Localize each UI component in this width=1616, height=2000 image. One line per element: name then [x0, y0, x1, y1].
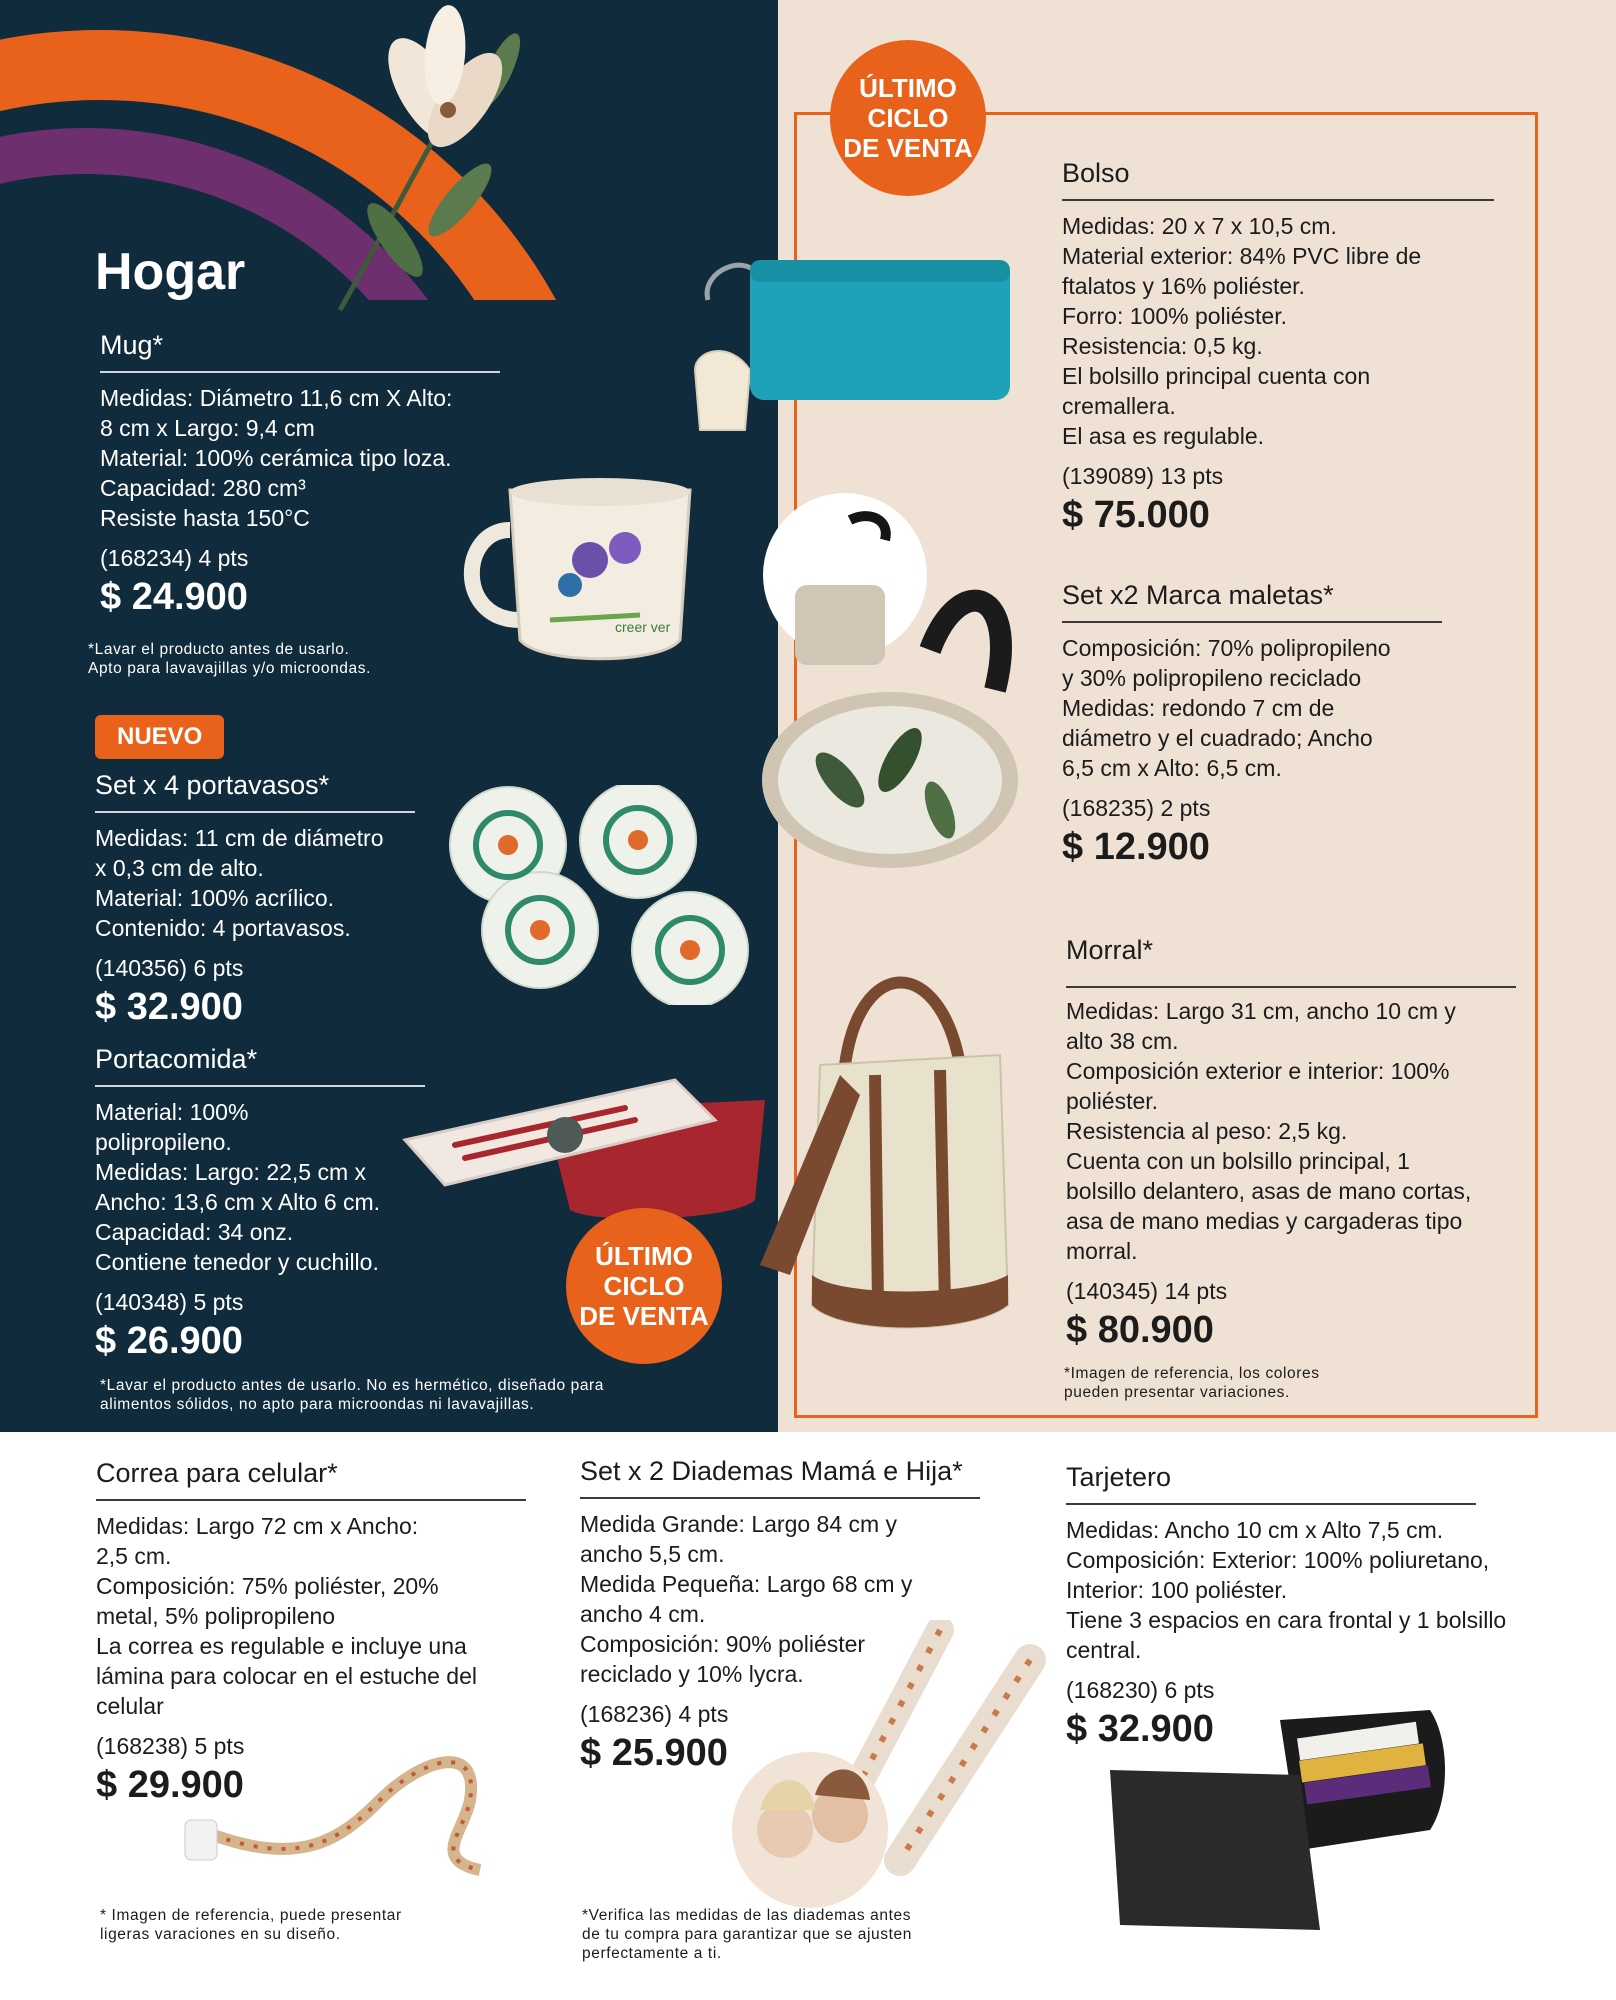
tarjetero-description: Medidas: Ancho 10 cm x Alto 7,5 cm. Composición: Exterior: 100% poliuretano, Interior: 100 poliéster. Tiene 3 espacios en cara frontal y 1 bolsillo central.: [1066, 1517, 1507, 1663]
correa-title: Correa para celular*: [96, 1458, 526, 1501]
bolso-code: (139089) 13 pts: [1062, 463, 1224, 489]
bolso-title: Bolso: [1062, 158, 1494, 201]
tarjetero-image: [1100, 1680, 1460, 1950]
morral-title: Morral*: [1066, 935, 1154, 965]
portacomida-note: *Lavar el producto antes de usarlo. No es hermético, diseñado para alimentos sólidos, no apto para microondas ni lavavajillas.: [100, 1377, 605, 1413]
marca-maletas-description: Composición: 70% polipropileno y 30% polipropileno reciclado Medidas: redondo 7 cm de diámetro y el cuadrado; Ancho 6,5 cm x Alto: 6,5 cm.: [1062, 635, 1391, 781]
mug-price: $ 24.900: [100, 576, 248, 618]
ultimo-ciclo-badge: ÚLTIMO CICLO DE VENTA: [830, 40, 986, 196]
marca-maletas-block: [1062, 580, 1442, 869]
portacomida-price: $ 26.900: [95, 1320, 243, 1362]
bolso-image: [690, 240, 1030, 440]
bolso-description: Medidas: 20 x 7 x 10,5 cm. Material exterior: 84% PVC libre de ftalatos y 16% poliéster. Forro: 100% poliéster. Resistencia: 0,5 kg. El bolsillo principal cuenta con cremallera. El asa es regulable.: [1062, 213, 1422, 449]
correa-code: (168238) 5 pts: [96, 1733, 245, 1759]
correa-image: [180, 1720, 510, 1890]
morral-code: (140345) 14 pts: [1066, 1278, 1228, 1304]
correa-description: Medidas: Largo 72 cm x Ancho: 2,5 cm. Composición: 75% poliéster, 20% metal, 5% polipropileno La correa es regulable e incluye una lámina para colocar en el estuche del celular: [96, 1513, 478, 1719]
portavasos-code: (140356) 6 pts: [95, 955, 244, 981]
diademas-price: $ 25.900: [580, 1732, 728, 1774]
portavasos-description: Medidas: 11 cm de diámetro x 0,3 cm de alto. Material: 100% acrílico. Contenido: 4 portavasos.: [95, 825, 384, 941]
mug-note: *Lavar el producto antes de usarlo. Apto para lavavajillas y/o microondas.: [88, 641, 371, 677]
morral-description: Medidas: Largo 31 cm, ancho 10 cm y alto 38 cm. Composición exterior e interior: 100% poliéster. Resistencia al peso: 2,5 kg. Cuenta con un bolsillo principal, 1 bolsillo delantero, asas de mano cortas, asa de mano medias y cargaderas tipo morral.: [1066, 986, 1516, 1266]
mug-description: Medidas: Diámetro 11,6 cm X Alto: 8 cm x Largo: 9,4 cm Material: 100% cerámica tipo loza. Capacidad: 280 cm³ Resiste hasta 150°C: [100, 385, 453, 531]
portavasos-block: [95, 770, 415, 1029]
tarjetero-price: $ 32.900: [1066, 1708, 1214, 1750]
morral-note: *Imagen de referencia, los colores pueden presentar variaciones.: [1064, 1365, 1320, 1401]
tarjetero-code: (168230) 6 pts: [1066, 1677, 1215, 1703]
morral-image: [750, 945, 1050, 1345]
tarjetero-title: Tarjetero: [1066, 1462, 1476, 1505]
morral-block: [1066, 935, 1516, 1352]
portavasos-title: Set x 4 portavasos*: [95, 770, 415, 813]
portacomida-title: Portacomida*: [95, 1044, 425, 1087]
diademas-description: Medida Grande: Largo 84 cm y ancho 5,5 cm. Medida Pequeña: Largo 68 cm y ancho 4 cm. Composición: 90% poliéster reciclado y 10% lycra.: [580, 1511, 913, 1687]
bolso-block: [1062, 158, 1494, 537]
correa-note: * Imagen de referencia, puede presentar ligeras varaciones en su diseño.: [100, 1907, 402, 1943]
bolso-price: $ 75.000: [1062, 494, 1210, 536]
marca-maletas-image: [760, 490, 1020, 880]
nuevo-badge: NUEVO: [95, 715, 224, 759]
diademas-code: (168236) 4 pts: [580, 1701, 729, 1727]
mug-cup-text: creer ver: [615, 619, 671, 635]
mug-image: [440, 470, 700, 670]
marca-maletas-title: Set x2 Marca maletas*: [1062, 580, 1442, 623]
ultimo-ciclo-badge: ÚLTIMO CICLO DE VENTA: [566, 1208, 722, 1364]
portacomida-image: [395, 1050, 775, 1240]
section-title: Hogar: [95, 243, 246, 301]
portacomida-code: (140348) 5 pts: [95, 1289, 244, 1315]
lily-flower-image: [300, 0, 560, 320]
mug-title: Mug*: [100, 330, 500, 373]
diademas-image: [730, 1620, 1050, 1910]
portacomida-block: [95, 1044, 425, 1363]
portavasos-price: $ 32.900: [95, 986, 243, 1028]
correa-price: $ 29.900: [96, 1764, 244, 1806]
morral-price: $ 80.900: [1066, 1309, 1214, 1351]
diademas-title: Set x 2 Diademas Mamá e Hija*: [580, 1456, 980, 1499]
marca-maletas-price: $ 12.900: [1062, 826, 1210, 868]
mug-code: (168234) 4 pts: [100, 545, 249, 571]
portavasos-image: [440, 785, 760, 1005]
marca-maletas-code: (168235) 2 pts: [1062, 795, 1211, 821]
portacomida-description: Material: 100% polipropileno. Medidas: Largo: 22,5 cm x Ancho: 13,6 cm x Alto 6 cm. Capacidad: 34 onz. Contiene tenedor y cuchillo.: [95, 1099, 381, 1275]
diademas-note: *Verifica las medidas de las diademas antes de tu compra para garantizar que se ajusten perfectamente a ti.: [582, 1907, 912, 1962]
